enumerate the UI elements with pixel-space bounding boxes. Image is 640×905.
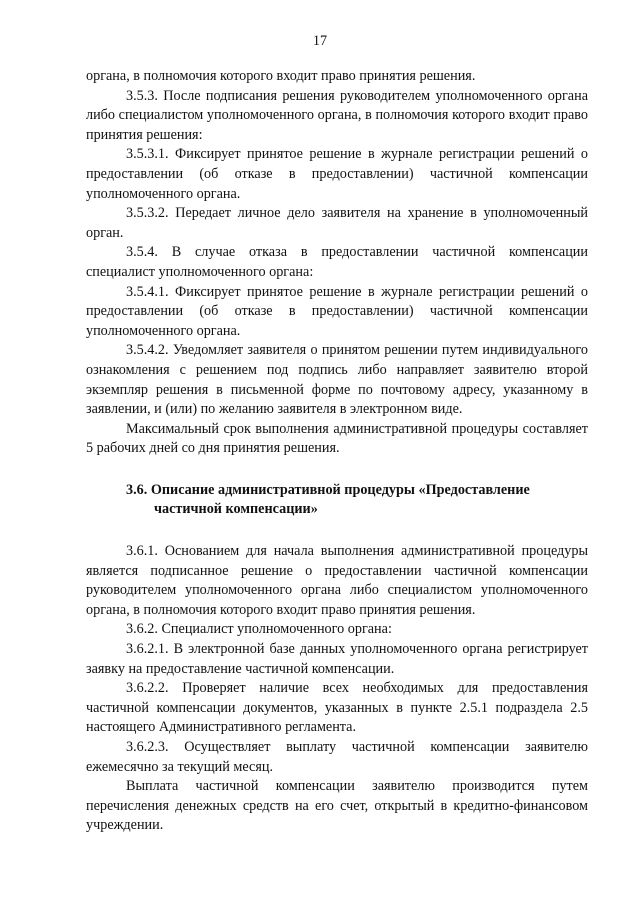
paragraph-3-5-4-1: 3.5.4.1. Фиксирует принятое решение в журнале регистрации решений о предоставлении (об отказе в предоставлении) частичной компенсации уполномоченного органа. xyxy=(86,283,588,339)
paragraph-3-5-3: 3.5.3. После подписания решения руководителем уполномоченного органа либо специалистом уполномоченного органа, в полномочия которого входит право принятия решения: xyxy=(86,87,588,143)
section-heading-line-2: частичной компенсации» xyxy=(154,501,318,518)
paragraph-3-6-1: 3.6.1. Основанием для начала выполнения административной процедуры является подписанное решение о предоставлении частичной компенсации руководителем уполномоченного органа либо специалистом уполномоченного органа, в полномочия которого входит право принятия решения. xyxy=(86,543,588,618)
paragraph-3-6-2-3: 3.6.2.3. Осуществляет выплату частичной компенсации заявителю ежемесячно за текущий месяц. xyxy=(86,739,588,775)
paragraph-3-6-2-2: 3.6.2.2. Проверяет наличие всех необходимых для предоставления частичной компенсации документов, указанных в пункте 2.5.1 подраздела 2.5 настоящего Административного регламента. xyxy=(86,680,588,736)
paragraph-3-6-2: 3.6.2. Специалист уполномоченного органа: xyxy=(126,621,392,638)
paragraph-payment: Выплата частичной компенсации заявителю производится путем перечисления денежных средств на его счет, открытый в кредитно-финансовом учреждении. xyxy=(86,778,588,834)
document-body xyxy=(86,67,588,836)
paragraph-3-5-4: 3.5.4. В случае отказа в предоставлении частичной компенсации специалист уполномоченного органа: xyxy=(86,244,588,280)
section-heading-3-6 xyxy=(86,481,588,520)
page-number: 17 xyxy=(312,33,328,49)
paragraph-3-6-2-1: 3.6.2.1. В электронной базе данных уполномоченного органа регистрирует заявку на предоставление частичной компенсации. xyxy=(86,641,588,677)
paragraph-max-term: Максимальный срок выполнения административной процедуры составляет 5 рабочих дней со дня принятия решения. xyxy=(86,420,588,457)
paragraph-3-5-3-2: 3.5.3.2. Передает личное дело заявителя на хранение в уполномоченный орган. xyxy=(86,205,588,241)
section-heading-line-1: 3.6. Описание административной процедуры «Предоставление xyxy=(126,481,530,498)
paragraph-continuation: органа, в полномочия которого входит право принятия решения. xyxy=(86,68,476,84)
paragraph-3-5-3-1: 3.5.3.1. Фиксирует принятое решение в журнале регистрации решений о предоставлении (об отказе в предоставлении) частичной компенсации уполномоченного органа. xyxy=(86,146,588,202)
paragraph-3-5-4-2: 3.5.4.2. Уведомляет заявителя о принятом решении путем индивидуального ознакомления с решением под подпись либо направляет заявителю второй экземпляр решения в письменной форме по почтовому адресу, указанному в заявлении, и (или) по желанию заявителя в электронном виде. xyxy=(86,342,588,418)
